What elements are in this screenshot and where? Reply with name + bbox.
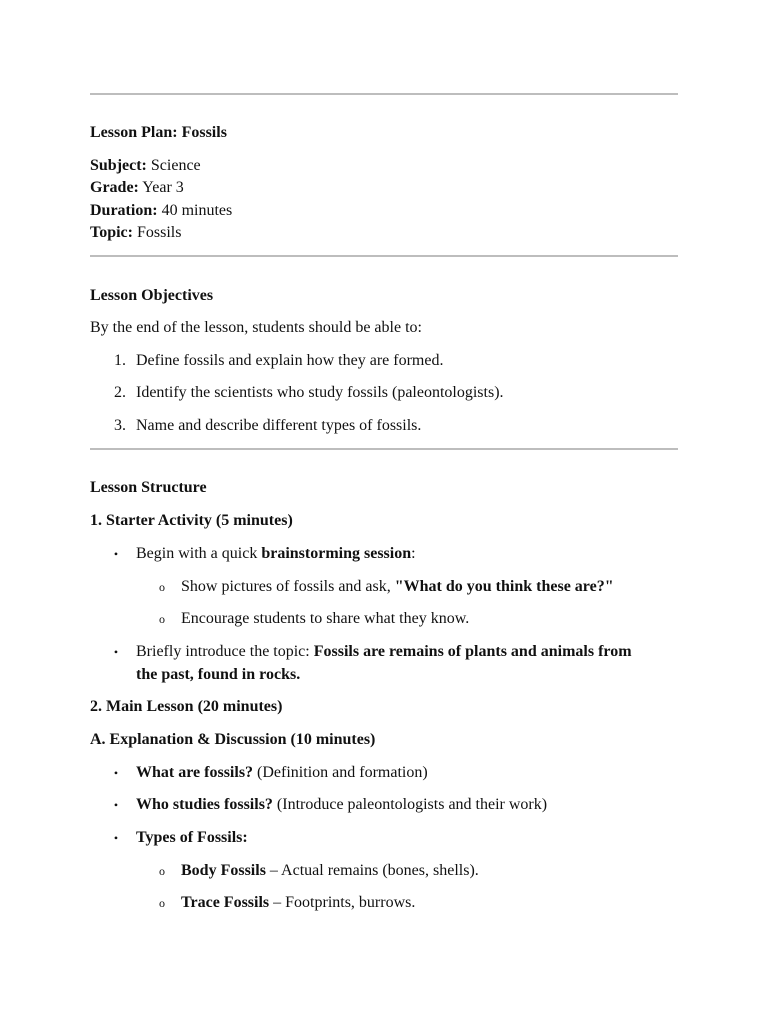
- detail-grade: [90, 177, 184, 200]
- detail-label: Subject:: [90, 157, 147, 174]
- bold-span: Fossils are remains of plants and animals from the past, found in rocks.: [136, 643, 632, 683]
- objectives-heading: Lesson Objectives: [90, 287, 214, 304]
- list-item-text: [136, 794, 547, 817]
- bold-span: Types of Fossils:: [136, 829, 248, 846]
- detail-label: Topic:: [90, 224, 133, 241]
- objectives-intro: By the end of the lesson, students should be able to:: [90, 319, 422, 336]
- text-span: (Introduce paleontologists and their work): [272, 796, 548, 813]
- divider-objectives: [90, 448, 678, 450]
- list-number: 1.: [114, 352, 126, 369]
- bullet-icon: •: [113, 831, 119, 845]
- bold-span: "What do you think these are?": [394, 578, 614, 595]
- detail-subject: [90, 155, 201, 178]
- bold-span: Body Fossils: [181, 862, 266, 879]
- divider-top: [90, 93, 678, 95]
- list-item-text: [136, 543, 416, 566]
- sub-bullet-icon: o: [159, 864, 165, 878]
- objective-text: Name and describe different types of fossils.: [136, 417, 422, 434]
- sub-bullet-icon: o: [159, 612, 165, 626]
- detail-value: Fossils: [136, 224, 182, 241]
- text-span: – Actual remains (bones, shells).: [265, 862, 479, 879]
- bullet-icon: •: [113, 798, 119, 812]
- bullet-icon: •: [113, 645, 119, 659]
- bold-span: Who studies fossils?: [136, 796, 273, 813]
- detail-value: 40 minutes: [161, 202, 233, 219]
- starter-heading: 1. Starter Activity (5 minutes): [90, 512, 293, 529]
- list-item-text: [136, 827, 248, 850]
- detail-value: Year 3: [142, 179, 184, 196]
- bold-span: Trace Fossils: [181, 894, 270, 911]
- structure-heading: Lesson Structure: [90, 479, 207, 496]
- objective-text: Define fossils and explain how they are formed.: [136, 352, 444, 369]
- bold-span: brainstorming session: [261, 545, 412, 562]
- bullet-icon: •: [113, 766, 119, 780]
- divider-details: [90, 255, 678, 257]
- objective-text: Identify the scientists who study fossils (paleontologists).: [136, 384, 504, 401]
- list-item-text: [181, 576, 614, 599]
- text-span: – Footprints, burrows.: [269, 894, 416, 911]
- detail-topic: [90, 222, 181, 245]
- text-span: (Definition and formation): [253, 764, 428, 781]
- text-span: Show pictures of fossils and ask,: [181, 578, 395, 595]
- sub-bullet-icon: o: [159, 896, 165, 910]
- text-span: Begin with a quick: [136, 545, 262, 562]
- main-lesson-heading: 2. Main Lesson (20 minutes): [90, 698, 283, 715]
- sub-bullet-icon: o: [159, 580, 165, 594]
- list-item-text: [136, 641, 656, 686]
- list-item-text: Encourage students to share what they know.: [181, 610, 470, 627]
- document-title: Lesson Plan: Fossils: [90, 124, 227, 141]
- text-span: :: [411, 545, 416, 562]
- detail-label: Duration:: [90, 202, 158, 219]
- explanation-heading: A. Explanation & Discussion (10 minutes): [90, 731, 376, 748]
- list-item-text: [181, 892, 415, 915]
- list-item-text: [181, 860, 479, 883]
- text-span: Briefly introduce the topic:: [136, 643, 314, 660]
- detail-value: Science: [150, 157, 201, 174]
- bullet-icon: •: [113, 547, 119, 561]
- list-item-text: [136, 762, 428, 785]
- detail-duration: [90, 200, 232, 223]
- list-number: 2.: [114, 384, 126, 401]
- list-number: 3.: [114, 417, 126, 434]
- bold-span: What are fossils?: [136, 764, 254, 781]
- detail-label: Grade:: [90, 179, 139, 196]
